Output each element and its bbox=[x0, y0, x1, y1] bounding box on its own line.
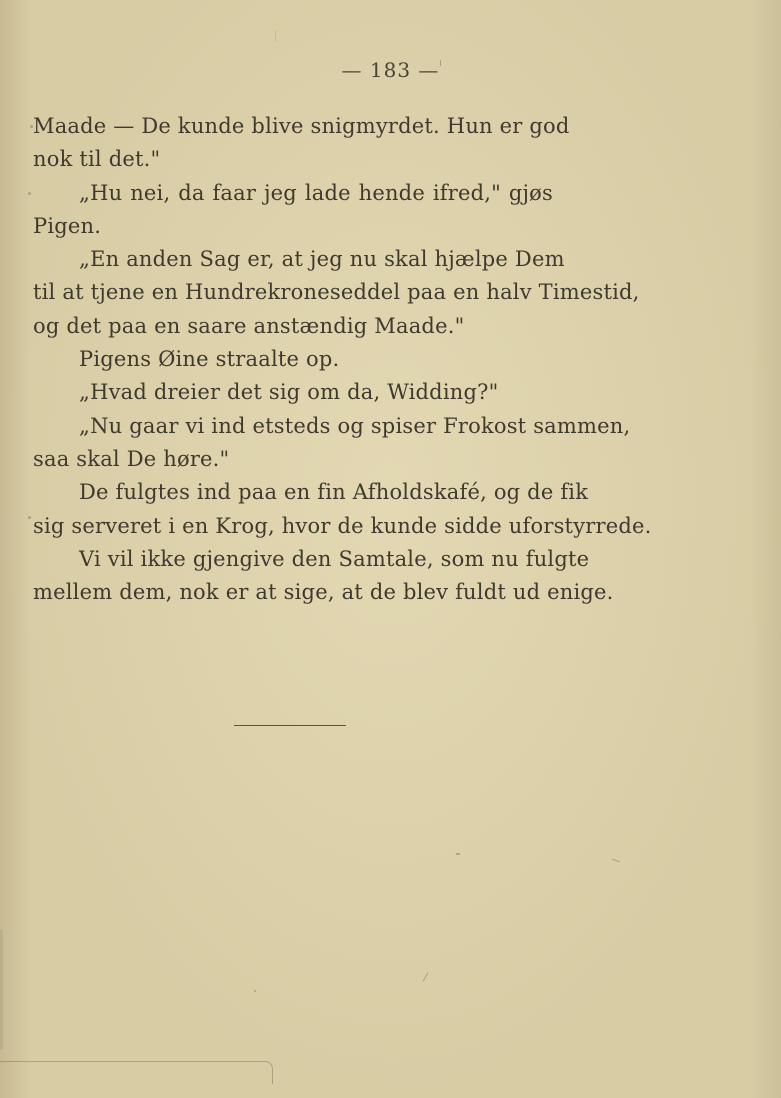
body-text bbox=[33, 110, 652, 609]
text-line: Maade — De kunde blive snigmyrdet. Hun er god bbox=[33, 114, 570, 138]
margin-speck bbox=[0, 930, 3, 1050]
margin-speck bbox=[30, 125, 33, 128]
margin-speck bbox=[275, 30, 276, 42]
text-line: „Nu gaar vi ind etsteds og spiser Frokost sammen, bbox=[79, 413, 631, 438]
text-line: og det paa en saare anstændig Maade." bbox=[33, 313, 465, 338]
text-line: sig serveret i en Krog, hvor de kunde sidde uforstyrrede. bbox=[33, 513, 652, 538]
page-edge-curl bbox=[0, 1061, 273, 1084]
margin-speck bbox=[440, 60, 441, 66]
text-line: De fulgtes ind paa en fin Afholdskafé, og de fik bbox=[79, 480, 589, 505]
text-line: nok til det." bbox=[33, 147, 161, 172]
margin-speck bbox=[254, 990, 256, 992]
page-number: — 183 — bbox=[341, 58, 440, 82]
margin-speck bbox=[423, 972, 429, 981]
text-line: Vi vil ikke gjengive den Samtale, som nu fulgte bbox=[79, 546, 590, 571]
margin-speck bbox=[28, 516, 31, 519]
text-line: „Hvad dreier det sig om da, Widding?" bbox=[79, 380, 499, 405]
text-line: „Hu nei, da faar jeg lade hende ifred," gjøs bbox=[79, 180, 553, 205]
text-line: Pigens Øine straalte op. bbox=[79, 347, 340, 372]
margin-speck bbox=[612, 859, 620, 863]
text-line: mellem dem, nok er at sige, at de blev fuldt ud enige. bbox=[33, 580, 614, 605]
margin-speck bbox=[28, 192, 31, 195]
text-line: Pigen. bbox=[33, 213, 102, 238]
text-line: til at tjene en Hundrekroneseddel paa en halv Timestid, bbox=[33, 280, 640, 305]
margin-speck bbox=[456, 853, 460, 855]
section-divider bbox=[234, 725, 346, 726]
text-line: „En anden Sag er, at jeg nu skal hjælpe Dem bbox=[79, 247, 565, 272]
text-line: saa skal De høre." bbox=[33, 446, 230, 471]
